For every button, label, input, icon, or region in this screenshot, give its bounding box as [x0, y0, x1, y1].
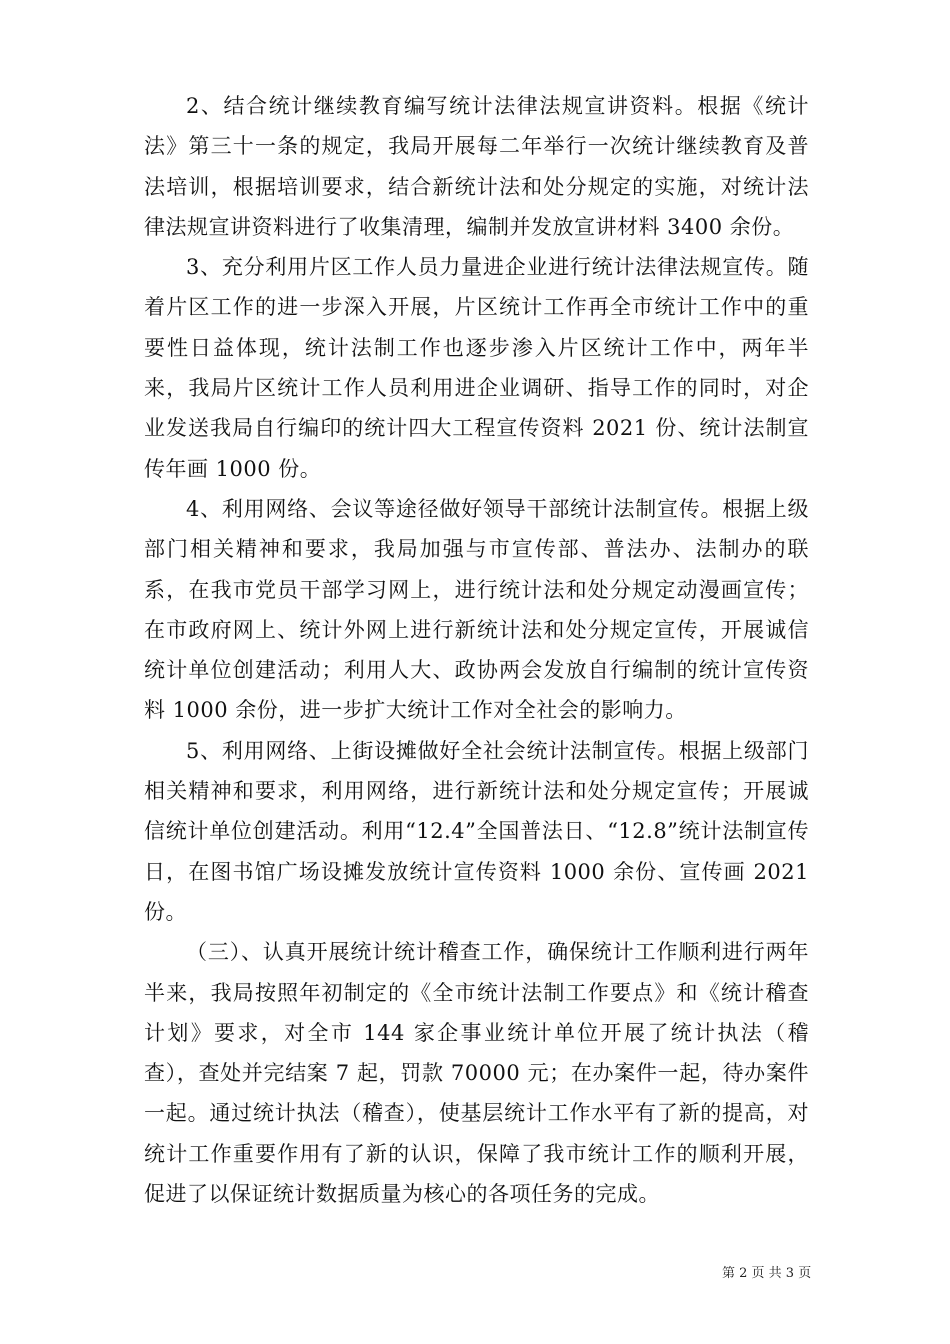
page-number: 第 2 页 共 3 页 — [722, 1266, 812, 1281]
paragraph-item-2: 2、结合统计继续教育编写统计法律法规宣讲资料。根据《统计法》第三十一条的规定，我局开展每二年举行一次统计继续教育及普法培训，根据培训要求，结合新统计法和处分规定的实施，对统计法律法规宣讲资料进行了收集清理，编制并发放宣讲材料 3400 余份。 — [144, 94, 809, 239]
paragraph-item-4: 4、利用网络、会议等途径做好领导干部统计法制宣传。根据上级部门相关精神和要求，我局加强与市宣传部、普法办、法制办的联系，在我市党员干部学习网上，进行统计法和处分规定动漫画宣传；在市政府网上、统计外网上进行新统计法和处分规定宣传，开展诚信统计单位创建活动；利用人大、政协两会发放自行编制的统计宣传资料 1000 余份，进一步扩大统计工作对全社会的影响力。 — [144, 496, 809, 723]
paragraph-item-3: 3、充分利用片区工作人员力量进企业进行统计法律法规宣传。随着片区工作的进一步深入开展，片区统计工作再全市统计工作中的重要性日益体现，统计法制工作也逐步渗入片区统计工作中，两年半来，我局片区统计工作人员利用进企业调研、指导工作的同时，对企业发送我局自行编印的统计四大工程宣传资料 2021 份、统计法制宣传年画 1000 份。 — [144, 255, 809, 481]
document-body — [144, 86, 809, 1214]
paragraph-item-5: 5、利用网络、上街设摊做好全社会统计法制宣传。根据上级部门相关精神和要求，利用网络，进行新统计法和处分规定宣传；开展诚信统计单位创建活动。利用“12.4”全国普法日、“12.8”统计法制宣传日，在图书馆广场设摊发放统计宣传资料 1000 余份、宣传画 2021 份。 — [144, 738, 809, 924]
paragraph-section-3: （三）、认真开展统计统计稽查工作，确保统计工作顺利进行两年半来，我局按照年初制定的《全市统计法制工作要点》和《统计稽查计划》要求，对全市 144 家企事业统计单位开展了统计执法（稽查），查处并完结案 7 起，罚款 70000 元；在办案件一起，待办案件一起。通过统计执法（稽查），使基层统计工作水平有了新的提高，对统计工作重要作用有了新的认识，保障了我市统计工作的顺利开展，促进了以保证统计数据质量为核心的各项任务的完成。 — [144, 940, 809, 1207]
